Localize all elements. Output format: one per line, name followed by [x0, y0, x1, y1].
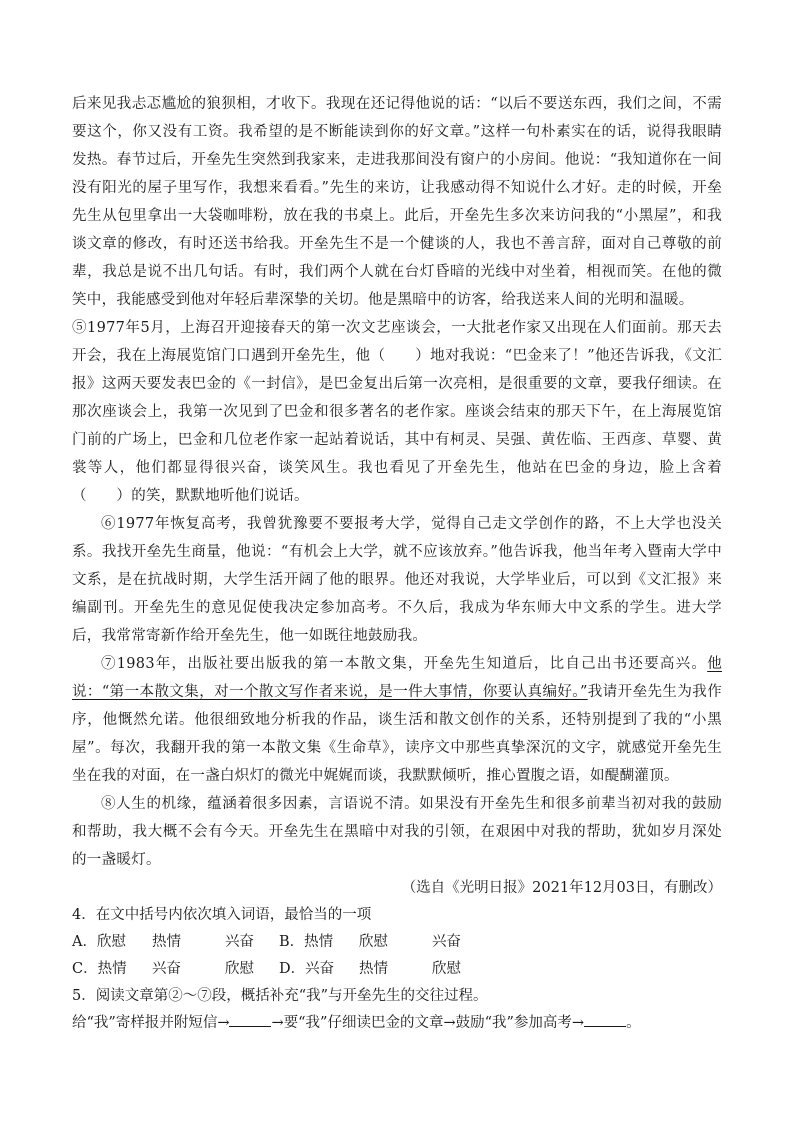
paragraph-5: ⑤1977年5月，上海召开迎接春天的第一次文艺座谈会，一大批老作家又出现在人们面前。那天去开会，我在上海展览馆门口遇到开垒先生，他（ ）地对我说：“巴金来了！”他还告诉我，《文汇报》这两天要发表巴金的《一封信》，是巴金复出后第一次亮相，是很重要的文章，要我仔细读。在那次座谈会上，我第一次见到了巴金和很多著名的老作家。座谈会结束的那天下午，在上海展览馆门前的广场上，巴金和几位老作家一起站着说话，其中有柯灵、吴强、黄佐临、王西彦、草婴、黄裳等人，他们都显得很兴奋，谈笑风生。我也看见了开垒先生，他站在巴金的身边，脸上含着（ ）的笑，默默地听他们说话。 — [72, 320, 722, 504]
fill-line-part-1: 给“我”寄样报并附短信→ — [72, 1015, 230, 1031]
option-a[interactable]: A．欣慰 — [72, 934, 126, 950]
paragraph-continued: 后来见我忐忑尴尬的狼狈相，才收下。我现在还记得他说的话：“以后不要送东西，我们之间，不需要这个，你又没有工资。我希望的是不断能读到你的好文章。”这样一句朴素实在的话，说得我眼睛发热。春节过后，开垒先生突然到我家来，走进我那间没有窗户的小房间。他说：“我知道你在一间没有阳光的屋子里写作，我想来看看。”先生的来访，让我感动得不知说什么才好。走的时候，开垒先生从包里拿出一大袋咖啡粉，放在我的书桌上。此后，开垒先生多次来访问我的“小黑屋”，和我谈文章的修改，有时还送书给我。开垒先生不是一个健谈的人，我也不善言辞，面对自己尊敬的前辈，我总是说不出几句话。有时，我们两个人就在台灯昏暗的光线中对坐着，相视而笑。在他的微笑中，我能感受到他对年轻后辈深挚的关切。他是黑暗中的访客，给我送来人间的光明和温暖。 — [72, 96, 722, 308]
paragraph-7-underlined-quote: 他说：“第一本散文集，对一个散文写作者来说，是一件大事情，你要认真编好。” — [72, 656, 722, 700]
question-4-stem: 4．在文中括号内依次填入词语，最恰当的一项 — [72, 907, 372, 923]
question-5-stem: 5．阅读文章第②～⑦段，概括补充“我”与开垒先生的交往过程。 — [72, 988, 488, 1004]
option-d[interactable]: D．兴奋 — [279, 961, 335, 977]
answer-blank-2[interactable] — [584, 1012, 626, 1027]
option-c[interactable]: C．热情 — [72, 961, 127, 977]
option-b-word-2: 欣慰 — [359, 934, 388, 950]
question-5-fill-line — [72, 1010, 722, 1037]
document-page — [72, 90, 722, 1037]
paragraph-7-text-a: ⑦1983年，出版社要出版我的第一本散文集，开垒先生知道后，比自己出书还要高兴。 — [101, 656, 708, 672]
option-c-word-3: 欣慰 — [225, 961, 254, 977]
option-b[interactable]: B．热情 — [279, 934, 334, 950]
answer-blank-1[interactable] — [229, 1012, 271, 1027]
option-b-word-3: 兴奋 — [432, 934, 461, 950]
option-d-word-3: 欣慰 — [432, 961, 461, 977]
question-4 — [72, 902, 722, 983]
paragraph-7-text-b: 我请开垒先生为我作序，他慨然允诺。他很细致地分析我的作品，谈生活和散文创作的关系，还特别提到了我的“小黑屋”。每次，我翻开我的第一本散文集《生命草》，读序文中那些真挚深沉的文字，就感觉开垒先生坐在我的对面，在一盏白炽灯的微光中娓娓而谈，我默默倾听，推心置腹之语，如醍醐灌顶。 — [72, 684, 722, 784]
option-d-word-2: 热情 — [359, 961, 388, 977]
paragraph-8: ⑧人生的机缘，蕴涵着很多因素，言语说不清。如果没有开垒先生和很多前辈当初对我的鼓励和帮助，我大概不会有今天。开垒先生在黑暗中对我的引领，在艰困中对我的帮助，犹如岁月深处的一盏暖灯。 — [72, 796, 722, 868]
question-4-options-row-2 — [72, 956, 722, 983]
option-a-word-3: 兴奋 — [225, 934, 254, 950]
option-c-word-2: 兴奋 — [152, 961, 181, 977]
option-a-word-2: 热情 — [152, 934, 181, 950]
question-5 — [72, 983, 722, 1037]
paragraph-6: ⑥1977年恢复高考，我曾犹豫要不要报考大学，觉得自己走文学创作的路，不上大学也没关系。我找开垒先生商量，他说：“有机会上大学，就不应该放弃。”他告诉我，他当年考入暨南大学中文系，是在抗战时期，大学生活开阔了他的眼界。他还对我说，大学毕业后，可以到《文汇报》来编副刊。开垒先生的意见促使我决定参加高考。不久后，我成为华东师大中文系的学生。进大学后，我常常寄新作给开垒先生，他一如既往地鼓励我。 — [72, 516, 722, 644]
question-4-options-row-1 — [72, 929, 722, 956]
paragraph-7 — [72, 650, 722, 790]
fill-line-part-2: →要“我”仔细读巴金的文章→鼓励“我”参加高考→ — [271, 1015, 585, 1031]
fill-line-part-3: 。 — [626, 1015, 641, 1031]
source-citation: （选自《光明日报》2021年12月03日，有删改） — [401, 880, 722, 896]
